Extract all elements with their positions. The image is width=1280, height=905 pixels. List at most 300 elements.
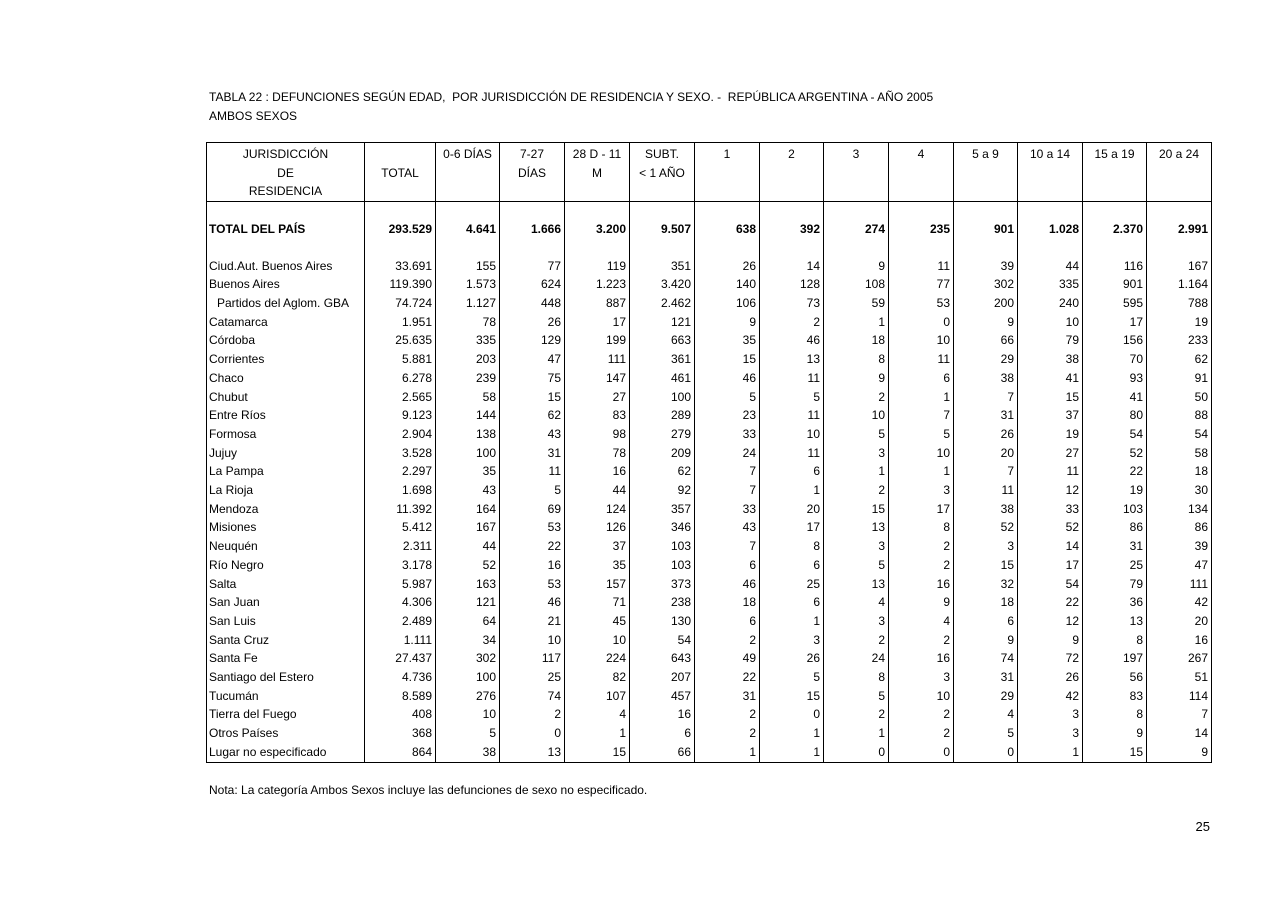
table-cell: 6 bbox=[954, 612, 1018, 631]
table-cell: 39 bbox=[1147, 537, 1212, 556]
table-cell: 3 bbox=[954, 537, 1018, 556]
table-row bbox=[207, 313, 1212, 332]
table-cell: 1.666 bbox=[500, 220, 565, 239]
table-cell: 119 bbox=[565, 257, 630, 276]
row-label: Santa Cruz bbox=[209, 632, 270, 647]
table-cell: 25 bbox=[500, 668, 565, 687]
table-cell: 2 bbox=[889, 705, 954, 724]
spacer-cell bbox=[954, 202, 1018, 220]
table-cell: 2 bbox=[824, 631, 889, 650]
table-cell: 23 bbox=[695, 406, 760, 425]
table-cell: 46 bbox=[760, 331, 824, 350]
table-cell: 274 bbox=[824, 220, 889, 239]
table-cell: 52 bbox=[1083, 444, 1147, 463]
table-cell: 33.691 bbox=[365, 257, 436, 276]
table-cell: 100 bbox=[436, 444, 500, 463]
table-cell: 47 bbox=[1147, 556, 1212, 575]
table-cell: 461 bbox=[630, 369, 695, 388]
header-age-1: 1 bbox=[695, 143, 760, 202]
table-cell: 8 bbox=[760, 537, 824, 556]
table-cell: 106 bbox=[695, 294, 760, 313]
table-cell: 199 bbox=[565, 331, 630, 350]
table-cell: 238 bbox=[630, 593, 695, 612]
table-row bbox=[207, 425, 1212, 444]
table-cell: 5 bbox=[436, 724, 500, 743]
table-cell: 1 bbox=[824, 462, 889, 481]
table-cell: 13 bbox=[760, 350, 824, 369]
table-cell: 69 bbox=[500, 500, 565, 519]
table-cell: 22 bbox=[1083, 462, 1147, 481]
table-row bbox=[207, 294, 1212, 313]
table-cell: 44 bbox=[1018, 257, 1083, 276]
table-cell: 24 bbox=[824, 649, 889, 668]
table-cell: 20 bbox=[954, 444, 1018, 463]
table-cell: 267 bbox=[1147, 649, 1212, 668]
table-cell: 1 bbox=[760, 743, 824, 762]
table-cell: 134 bbox=[1147, 500, 1212, 519]
header-0-6-dias: 0-6 DÍAS bbox=[436, 143, 500, 202]
table-cell: 108 bbox=[824, 275, 889, 294]
spacer-cell bbox=[760, 239, 824, 257]
table-cell: 43 bbox=[695, 518, 760, 537]
table-cell: 107 bbox=[565, 687, 630, 706]
table-cell: 19 bbox=[1018, 425, 1083, 444]
table-cell: 351 bbox=[630, 257, 695, 276]
table-cell: 32 bbox=[954, 575, 1018, 594]
table-cell: 7 bbox=[695, 537, 760, 556]
table-cell: 6 bbox=[760, 462, 824, 481]
table-cell: 46 bbox=[695, 575, 760, 594]
table-cell: 901 bbox=[954, 220, 1018, 239]
row-label: Santa Fe bbox=[209, 651, 258, 666]
table-cell: 54 bbox=[1147, 425, 1212, 444]
table-cell: 663 bbox=[630, 331, 695, 350]
table-cell: 9 bbox=[954, 631, 1018, 650]
row-label: Mendoza bbox=[209, 501, 259, 516]
table-cell: 5 bbox=[824, 687, 889, 706]
table-cell: 9 bbox=[1018, 631, 1083, 650]
table-cell: 25 bbox=[1083, 556, 1147, 575]
table-cell: 74 bbox=[500, 687, 565, 706]
table-cell: 10 bbox=[565, 631, 630, 650]
spacer-cell bbox=[500, 202, 565, 220]
table-cell: 2 bbox=[889, 724, 954, 743]
table-cell: 2.370 bbox=[1083, 220, 1147, 239]
spacer-cell bbox=[889, 202, 954, 220]
row-label: Lugar no especificado bbox=[209, 744, 327, 759]
table-cell: 163 bbox=[436, 575, 500, 594]
table-cell: 58 bbox=[436, 388, 500, 407]
table-cell: 3 bbox=[824, 444, 889, 463]
table-cell: 167 bbox=[436, 518, 500, 537]
table-cell: 114 bbox=[1147, 687, 1212, 706]
table-cell: 5.987 bbox=[365, 575, 436, 594]
table-cell: 79 bbox=[1083, 575, 1147, 594]
table-cell: 368 bbox=[365, 724, 436, 743]
table-cell: 17 bbox=[889, 500, 954, 519]
row-label: Corrientes bbox=[209, 352, 265, 367]
table-cell: 0 bbox=[760, 705, 824, 724]
table-cell: 5 bbox=[824, 556, 889, 575]
table-row bbox=[207, 275, 1212, 294]
table-cell: 26 bbox=[1018, 668, 1083, 687]
table-cell: 140 bbox=[695, 275, 760, 294]
table-cell: 1.028 bbox=[1018, 220, 1083, 239]
table-cell: 9 bbox=[1083, 724, 1147, 743]
table-cell: 1 bbox=[760, 724, 824, 743]
table-row bbox=[207, 575, 1212, 594]
table-cell: 2.904 bbox=[365, 425, 436, 444]
table-cell: 3.178 bbox=[365, 556, 436, 575]
table-cell: 224 bbox=[565, 649, 630, 668]
table-cell: 239 bbox=[436, 369, 500, 388]
table-cell: 13 bbox=[824, 518, 889, 537]
table-cell: 46 bbox=[500, 593, 565, 612]
table-cell: 157 bbox=[565, 575, 630, 594]
table-cell: 54 bbox=[1083, 425, 1147, 444]
spacer-cell bbox=[1018, 202, 1083, 220]
table-row bbox=[207, 649, 1212, 668]
table-cell: 7 bbox=[1147, 705, 1212, 724]
table-cell: 16 bbox=[1147, 631, 1212, 650]
row-label: Tierra del Fuego bbox=[209, 707, 297, 722]
table-cell: 80 bbox=[1083, 406, 1147, 425]
table-cell: 75 bbox=[500, 369, 565, 388]
table-cell: 7 bbox=[889, 406, 954, 425]
row-label: La Pampa bbox=[209, 464, 264, 479]
table-row bbox=[207, 444, 1212, 463]
spacer-cell bbox=[695, 239, 760, 257]
table-cell: 2 bbox=[695, 705, 760, 724]
table-cell: 98 bbox=[565, 425, 630, 444]
table-cell: 31 bbox=[1083, 537, 1147, 556]
table-cell: 9 bbox=[824, 257, 889, 276]
table-cell: 9 bbox=[954, 313, 1018, 332]
table-cell: 11.392 bbox=[365, 500, 436, 519]
table-cell: 66 bbox=[630, 743, 695, 762]
table-cell: 1.223 bbox=[565, 275, 630, 294]
table-cell: 3.528 bbox=[365, 444, 436, 463]
table-cell: 1 bbox=[889, 388, 954, 407]
table-cell: 78 bbox=[436, 313, 500, 332]
table-cell: 27 bbox=[1018, 444, 1083, 463]
table-cell: 59 bbox=[824, 294, 889, 313]
table-cell: 302 bbox=[954, 275, 1018, 294]
table-cell: 43 bbox=[436, 481, 500, 500]
table-cell: 91 bbox=[1147, 369, 1212, 388]
table-cell: 457 bbox=[630, 687, 695, 706]
table-cell: 10 bbox=[889, 687, 954, 706]
table-cell: 9.507 bbox=[630, 220, 695, 239]
table-cell: 77 bbox=[500, 257, 565, 276]
row-label: Partidos del Aglom. GBA bbox=[217, 296, 350, 311]
table-cell: 82 bbox=[565, 668, 630, 687]
table-cell: 5.412 bbox=[365, 518, 436, 537]
table-cell: 73 bbox=[760, 294, 824, 313]
table-cell: 11 bbox=[760, 369, 824, 388]
table-cell: 10 bbox=[500, 631, 565, 650]
spacer-cell bbox=[824, 202, 889, 220]
table-cell: 25 bbox=[760, 575, 824, 594]
table-cell: 14 bbox=[760, 257, 824, 276]
table-cell: 16 bbox=[889, 575, 954, 594]
row-label: Formosa bbox=[209, 426, 257, 441]
table-cell: 26 bbox=[954, 425, 1018, 444]
spacer-cell bbox=[630, 202, 695, 220]
table-cell: 24 bbox=[695, 444, 760, 463]
header-age-2: 2 bbox=[760, 143, 824, 202]
table-cell: 35 bbox=[436, 462, 500, 481]
table-cell: 4 bbox=[565, 705, 630, 724]
table-cell: 595 bbox=[1083, 294, 1147, 313]
table-cell: 4 bbox=[889, 612, 954, 631]
table-cell: 864 bbox=[365, 743, 436, 762]
table-cell: 11 bbox=[500, 462, 565, 481]
table-row bbox=[207, 687, 1212, 706]
spacer-cell bbox=[1083, 202, 1147, 220]
spacer-cell bbox=[695, 202, 760, 220]
row-label: TOTAL DEL PAÍS bbox=[209, 221, 306, 236]
row-label: Chubut bbox=[209, 389, 248, 404]
row-label: Río Negro bbox=[209, 557, 264, 572]
table-cell: 235 bbox=[889, 220, 954, 239]
table-cell: 43 bbox=[500, 425, 565, 444]
table-cell: 8 bbox=[1083, 631, 1147, 650]
table-cell: 46 bbox=[695, 369, 760, 388]
table-cell: 11 bbox=[760, 406, 824, 425]
row-label: Catamarca bbox=[209, 314, 268, 329]
table-cell: 197 bbox=[1083, 649, 1147, 668]
row-label: Jujuy bbox=[209, 445, 238, 460]
table-cell: 33 bbox=[695, 500, 760, 519]
spacer-cell bbox=[436, 202, 500, 220]
table-cell: 6 bbox=[630, 724, 695, 743]
table-cell: 10 bbox=[436, 705, 500, 724]
table-cell: 31 bbox=[954, 668, 1018, 687]
table-cell: 147 bbox=[565, 369, 630, 388]
table-cell: 373 bbox=[630, 575, 695, 594]
table-cell: 1 bbox=[565, 724, 630, 743]
table-cell: 0 bbox=[954, 743, 1018, 762]
table-cell: 1.127 bbox=[436, 294, 500, 313]
table-cell: 26 bbox=[760, 649, 824, 668]
table-cell: 638 bbox=[695, 220, 760, 239]
table-row bbox=[207, 705, 1212, 724]
spacer-cell bbox=[365, 239, 436, 257]
table-cell: 5 bbox=[760, 388, 824, 407]
table-cell: 64 bbox=[436, 612, 500, 631]
table-cell: 37 bbox=[1018, 406, 1083, 425]
spacer-cell bbox=[954, 239, 1018, 257]
table-row bbox=[207, 257, 1212, 276]
table-cell: 2.489 bbox=[365, 612, 436, 631]
table-row bbox=[207, 518, 1212, 537]
table-cell: 38 bbox=[436, 743, 500, 762]
table-cell: 8 bbox=[824, 668, 889, 687]
spacer-cell bbox=[760, 202, 824, 220]
table-cell: 18 bbox=[824, 331, 889, 350]
table-cell: 20 bbox=[1147, 612, 1212, 631]
table-cell: 62 bbox=[630, 462, 695, 481]
table-row bbox=[207, 481, 1212, 500]
table-cell: 16 bbox=[565, 462, 630, 481]
table-cell: 17 bbox=[760, 518, 824, 537]
spacer-cell bbox=[436, 239, 500, 257]
table-cell: 2 bbox=[824, 705, 889, 724]
table-cell: 78 bbox=[565, 444, 630, 463]
table-cell: 27.437 bbox=[365, 649, 436, 668]
table-cell: 9 bbox=[889, 593, 954, 612]
table-cell: 33 bbox=[1018, 500, 1083, 519]
table-cell: 0 bbox=[889, 743, 954, 762]
table-cell: 119.390 bbox=[365, 275, 436, 294]
table-cell: 11 bbox=[760, 444, 824, 463]
table-row bbox=[207, 743, 1212, 762]
table-cell: 11 bbox=[1018, 462, 1083, 481]
table-cell: 36 bbox=[1083, 593, 1147, 612]
table-cell: 5 bbox=[760, 668, 824, 687]
table-cell: 56 bbox=[1083, 668, 1147, 687]
header-age-20-24: 20 a 24 bbox=[1147, 143, 1212, 202]
table-cell: 31 bbox=[954, 406, 1018, 425]
table-row bbox=[207, 668, 1212, 687]
table-cell: 74.724 bbox=[365, 294, 436, 313]
table-cell: 52 bbox=[1018, 518, 1083, 537]
table-cell: 93 bbox=[1083, 369, 1147, 388]
table-cell: 16 bbox=[889, 649, 954, 668]
table-cell: 31 bbox=[695, 687, 760, 706]
table-row bbox=[207, 331, 1212, 350]
table-cell: 111 bbox=[565, 350, 630, 369]
table-cell: 34 bbox=[436, 631, 500, 650]
table-cell: 408 bbox=[365, 705, 436, 724]
table-body bbox=[207, 202, 1212, 762]
table-cell: 4.736 bbox=[365, 668, 436, 687]
table-cell: 8 bbox=[1083, 705, 1147, 724]
table-cell: 92 bbox=[630, 481, 695, 500]
table-cell: 4 bbox=[954, 705, 1018, 724]
table-cell: 144 bbox=[436, 406, 500, 425]
table-cell: 3 bbox=[889, 481, 954, 500]
table-cell: 20 bbox=[760, 500, 824, 519]
table-cell: 209 bbox=[630, 444, 695, 463]
table-cell: 2 bbox=[500, 705, 565, 724]
header-age-10-14: 10 a 14 bbox=[1018, 143, 1083, 202]
table-cell: 19 bbox=[1083, 481, 1147, 500]
table-cell: 276 bbox=[436, 687, 500, 706]
header-age-3: 3 bbox=[824, 143, 889, 202]
table-cell: 1.573 bbox=[436, 275, 500, 294]
table-cell: 18 bbox=[695, 593, 760, 612]
table-cell: 27 bbox=[565, 388, 630, 407]
table-cell: 62 bbox=[1147, 350, 1212, 369]
table-cell: 3 bbox=[760, 631, 824, 650]
table-cell: 86 bbox=[1083, 518, 1147, 537]
row-label: Chaco bbox=[209, 370, 244, 385]
table-cell: 15 bbox=[760, 687, 824, 706]
header-age-4: 4 bbox=[889, 143, 954, 202]
table-cell: 3 bbox=[1018, 724, 1083, 743]
table-cell: 2 bbox=[889, 537, 954, 556]
spacer-cell bbox=[565, 239, 630, 257]
table-cell: 18 bbox=[954, 593, 1018, 612]
table-cell: 6 bbox=[695, 612, 760, 631]
table-cell: 5 bbox=[824, 425, 889, 444]
table-cell: 129 bbox=[500, 331, 565, 350]
spacer-cell bbox=[1147, 239, 1212, 257]
spacer-row bbox=[207, 202, 1212, 220]
table-cell: 100 bbox=[436, 668, 500, 687]
table-cell: 52 bbox=[954, 518, 1018, 537]
table-cell: 9.123 bbox=[365, 406, 436, 425]
table-cell: 8 bbox=[889, 518, 954, 537]
table-cell: 887 bbox=[565, 294, 630, 313]
table-cell: 79 bbox=[1018, 331, 1083, 350]
table-cell: 5 bbox=[954, 724, 1018, 743]
table-cell: 240 bbox=[1018, 294, 1083, 313]
table-cell: 72 bbox=[1018, 649, 1083, 668]
table-cell: 2 bbox=[889, 556, 954, 575]
table-cell: 74 bbox=[954, 649, 1018, 668]
table-cell: 11 bbox=[889, 257, 954, 276]
table-row bbox=[207, 537, 1212, 556]
table-cell: 26 bbox=[695, 257, 760, 276]
table-cell: 346 bbox=[630, 518, 695, 537]
table-cell: 44 bbox=[565, 481, 630, 500]
table-cell: 42 bbox=[1147, 593, 1212, 612]
spacer-cell bbox=[565, 202, 630, 220]
table-cell: 788 bbox=[1147, 294, 1212, 313]
table-cell: 4.306 bbox=[365, 593, 436, 612]
table-cell: 47 bbox=[500, 350, 565, 369]
table-cell: 16 bbox=[500, 556, 565, 575]
row-label: San Luis bbox=[209, 613, 256, 628]
table-cell: 31 bbox=[500, 444, 565, 463]
header-row bbox=[207, 143, 1212, 202]
table-cell: 1.164 bbox=[1147, 275, 1212, 294]
row-label: Misiones bbox=[209, 520, 257, 535]
table-cell: 448 bbox=[500, 294, 565, 313]
row-label: Neuquén bbox=[209, 539, 258, 554]
table-cell: 0 bbox=[500, 724, 565, 743]
spacer-cell bbox=[889, 239, 954, 257]
table-subtitle: AMBOS SEXOS bbox=[209, 109, 298, 123]
table-cell: 10 bbox=[889, 444, 954, 463]
table-cell: 901 bbox=[1083, 275, 1147, 294]
table-cell: 14 bbox=[1018, 537, 1083, 556]
table-cell: 5 bbox=[695, 388, 760, 407]
footnote: Nota: La categoría Ambos Sexos incluye las defunciones de sexo no especificado. bbox=[209, 783, 648, 797]
table-cell: 1 bbox=[695, 743, 760, 762]
row-label: Buenos Aires bbox=[209, 277, 280, 292]
table-cell: 6 bbox=[889, 369, 954, 388]
table-cell: 3.420 bbox=[630, 275, 695, 294]
table-cell: 2.462 bbox=[630, 294, 695, 313]
table-cell: 1 bbox=[760, 612, 824, 631]
table-cell: 1 bbox=[824, 724, 889, 743]
table-cell: 2 bbox=[760, 313, 824, 332]
table-cell: 38 bbox=[1018, 350, 1083, 369]
table-cell: 1 bbox=[824, 313, 889, 332]
table-cell: 38 bbox=[954, 500, 1018, 519]
table-cell: 100 bbox=[630, 388, 695, 407]
page-number: 25 bbox=[1195, 819, 1210, 834]
table-cell: 58 bbox=[1147, 444, 1212, 463]
table-cell: 392 bbox=[760, 220, 824, 239]
table-row bbox=[207, 593, 1212, 612]
table-cell: 29 bbox=[954, 350, 1018, 369]
table-cell: 3 bbox=[824, 612, 889, 631]
